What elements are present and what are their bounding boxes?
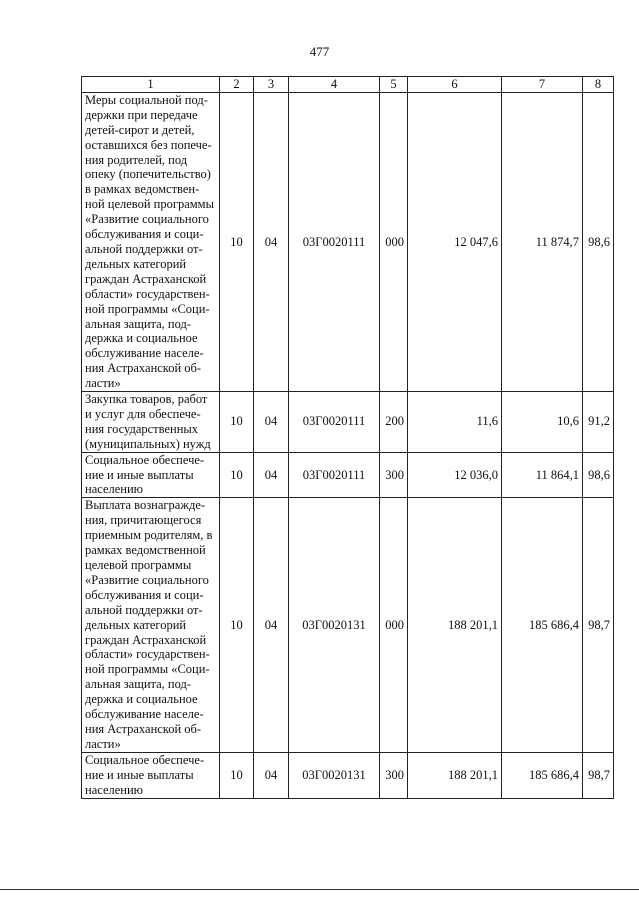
row-name-line: Меры социальной под-	[85, 92, 208, 107]
row-name-line: детей-сирот и детей,	[85, 122, 195, 137]
execution-percent-cell: 98,6	[583, 92, 614, 391]
planned-amount-cell: 12 047,6	[408, 92, 502, 391]
section-code-cell: 10	[220, 92, 254, 391]
planned-amount-cell: 11,6	[408, 392, 502, 453]
row-name-line: ной целевой программы	[85, 197, 214, 212]
row-name-line: обслуживание населе-	[85, 707, 204, 722]
table-row	[82, 452, 614, 498]
header-row	[82, 77, 614, 93]
row-name-line: альной поддержки от-	[85, 241, 203, 256]
target-article-cell: 03Г0020111	[289, 392, 380, 453]
page-number: 477	[309, 44, 330, 59]
row-name-line: оставшихся без попече-	[85, 137, 212, 152]
row-name-line: ласти»	[85, 376, 121, 391]
row-name-cell	[82, 92, 220, 391]
row-name-line: ной программы «Соци-	[85, 301, 210, 316]
table-row	[82, 498, 614, 752]
budget-table	[81, 76, 614, 799]
executed-amount-cell: 11 874,7	[502, 92, 583, 391]
row-name-line: области» государствен-	[85, 647, 210, 662]
column-header: 4	[289, 77, 380, 93]
table-row	[82, 392, 614, 453]
row-name-line: целевой программы	[85, 558, 192, 572]
row-name-line: обслуживание населе-	[85, 346, 204, 361]
table-row	[82, 92, 614, 391]
planned-amount-cell: 188 201,1	[408, 752, 502, 798]
row-name-line: ной программы «Соци-	[85, 662, 210, 677]
row-name-line: ние и иные выплаты	[85, 767, 194, 782]
row-name-line: ния родителей, под	[85, 152, 188, 167]
row-name-line: и услуг для обеспече-	[85, 406, 201, 421]
expense-type-cell: 000	[380, 92, 408, 391]
subsection-code-cell: 04	[254, 452, 289, 498]
row-name-cell	[82, 392, 220, 453]
row-name-line: дельных категорий	[85, 617, 187, 632]
subsection-code-cell: 04	[254, 752, 289, 798]
row-name-line: альная защита, под-	[85, 316, 192, 331]
target-article-cell: 03Г0020111	[289, 452, 380, 498]
expense-type-cell: 000	[380, 498, 408, 752]
row-name-line: ния Астраханской об-	[85, 361, 202, 376]
section-code-cell: 10	[220, 452, 254, 498]
row-name-line: Закупка товаров, работ	[85, 392, 208, 407]
executed-amount-cell: 11 864,1	[502, 452, 583, 498]
row-name-cell	[82, 452, 220, 498]
row-name-line: «Развитие социального	[85, 212, 209, 227]
row-name-line: области» государствен-	[85, 286, 210, 301]
row-name-line: ния Астраханской об-	[85, 721, 202, 736]
bottom-rule	[0, 889, 639, 890]
expense-type-cell: 200	[380, 392, 408, 453]
row-name-line: Выплата вознагражде-	[85, 498, 206, 513]
row-name-line: держка и социальное	[85, 692, 198, 707]
row-name-line: держка и социальное	[85, 331, 198, 346]
expense-type-cell: 300	[380, 452, 408, 498]
execution-percent-cell: 98,7	[583, 752, 614, 798]
row-name-line: ния, причитающегося	[85, 513, 202, 528]
section-code-cell: 10	[220, 752, 254, 798]
execution-percent-cell: 98,7	[583, 498, 614, 752]
row-name-line: населению	[85, 482, 143, 497]
planned-amount-cell: 12 036,0	[408, 452, 502, 498]
row-name-line: в рамках ведомствен-	[85, 182, 200, 197]
row-name-cell	[82, 498, 220, 752]
row-name-line: населению	[85, 782, 143, 797]
column-header: 8	[583, 77, 614, 93]
target-article-cell: 03Г0020111	[289, 92, 380, 391]
subsection-code-cell: 04	[254, 498, 289, 752]
row-name-line: держки при передаче	[85, 107, 198, 122]
row-name-line: Социальное обеспече-	[85, 452, 205, 467]
row-name-line: Социальное обеспече-	[85, 752, 205, 767]
target-article-cell: 03Г0020131	[289, 498, 380, 752]
subsection-code-cell: 04	[254, 92, 289, 391]
row-name-line: альная защита, под-	[85, 677, 192, 692]
table-body	[82, 92, 614, 798]
column-header: 1	[82, 77, 220, 93]
row-name-line: дельных категорий	[85, 256, 187, 271]
row-name-line: (муниципальных) нужд	[85, 436, 211, 451]
executed-amount-cell: 10,6	[502, 392, 583, 453]
column-header: 5	[380, 77, 408, 93]
expense-type-cell: 300	[380, 752, 408, 798]
row-name-line: альной поддержки от-	[85, 602, 203, 617]
row-name-line: приемным родителям, в	[85, 528, 213, 543]
column-header: 7	[502, 77, 583, 93]
section-code-cell: 10	[220, 392, 254, 453]
table-row	[82, 752, 614, 798]
row-name-line: ласти»	[85, 736, 121, 751]
row-name-line: граждан Астраханской	[85, 271, 207, 286]
row-name-line: «Развитие социального	[85, 572, 209, 587]
row-name-line: обслуживания и соци-	[85, 587, 204, 602]
subsection-code-cell: 04	[254, 392, 289, 453]
column-header: 3	[254, 77, 289, 93]
row-name-line: обслуживания и соци-	[85, 227, 204, 242]
row-name-line: ние и иные выплаты	[85, 467, 194, 482]
section-code-cell: 10	[220, 498, 254, 752]
row-name-cell	[82, 752, 220, 798]
column-header: 6	[408, 77, 502, 93]
target-article-cell: 03Г0020131	[289, 752, 380, 798]
row-name-line: опеку (попечительство)	[85, 167, 211, 182]
execution-percent-cell: 91,2	[583, 392, 614, 453]
row-name-line: граждан Астраханской	[85, 632, 207, 647]
executed-amount-cell: 185 686,4	[502, 752, 583, 798]
row-name-line: рамках ведомственной	[85, 543, 206, 558]
row-name-line: ния государственных	[85, 421, 199, 436]
execution-percent-cell: 98,6	[583, 452, 614, 498]
executed-amount-cell: 185 686,4	[502, 498, 583, 752]
column-header: 2	[220, 77, 254, 93]
planned-amount-cell: 188 201,1	[408, 498, 502, 752]
